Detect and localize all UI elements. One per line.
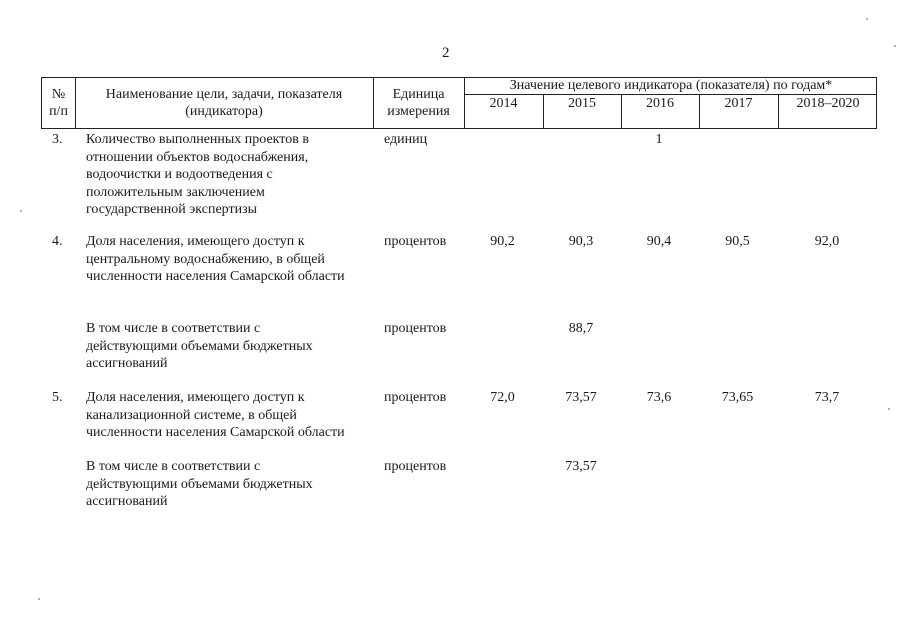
row-value: 90,2 (490, 234, 515, 249)
header-year: 2014 (489, 96, 518, 111)
header-num (42, 86, 75, 120)
row-name-line: центральному водоснабжению, в общей (86, 251, 325, 267)
row-name-line: В том числе в соответствии с (86, 459, 261, 474)
header-unit-line2: измерения (387, 104, 450, 119)
row-value: 72,0 (490, 390, 515, 405)
header-unit (373, 86, 464, 120)
row-value: 90,5 (725, 234, 750, 249)
row-name (86, 458, 386, 511)
header-year: 2018–2020 (796, 96, 860, 111)
row-name-line: действующими объемами бюджетных (86, 476, 313, 492)
row-value: 73,57 (565, 459, 597, 474)
scan-speck (888, 408, 890, 410)
header-year: 2017 (724, 96, 753, 111)
scan-speck (894, 45, 896, 47)
header-values-title: Значение целевого индикатора (показателя) по годам* (509, 78, 833, 93)
row-name-line: канализационной системе, в общей (86, 407, 297, 423)
row-name (86, 233, 386, 286)
header-name-line1: Наименование цели, задачи, показателя (105, 87, 343, 102)
header-year: 2016 (646, 96, 674, 111)
row-value: 90,4 (646, 234, 672, 249)
header-name-line2: (индикатора) (185, 104, 263, 119)
row-value: 1 (655, 132, 663, 147)
row-name-line: Количество выполненных проектов в (86, 132, 309, 147)
row-unit: процентов (384, 390, 447, 405)
row-name-line: водоочистки и водоотведения с (86, 167, 273, 182)
scan-speck (20, 210, 22, 212)
row-name-line: численности населения Самарской области (86, 425, 345, 440)
header-num-line1: № (51, 87, 66, 102)
row-value: 73,6 (646, 390, 672, 405)
row-number: 5. (52, 390, 63, 405)
page-number: 2 (442, 45, 450, 61)
row-name-line: действующими объемами бюджетных (86, 338, 313, 354)
table-header (41, 77, 877, 129)
header-unit-line1: Единица (392, 87, 445, 102)
row-name-line: ассигнований (86, 494, 168, 509)
header-num-line2: п/п (49, 104, 68, 119)
row-name-line: В том числе в соответствии с (86, 321, 261, 336)
row-number: 4. (52, 234, 63, 249)
row-unit: процентов (384, 321, 447, 336)
row-value: 73,65 (721, 390, 754, 405)
row-value: 92,0 (814, 234, 840, 249)
header-year: 2015 (568, 96, 596, 111)
row-value: 90,3 (568, 234, 594, 249)
row-unit: единиц (384, 132, 428, 147)
row-unit: процентов (384, 234, 447, 249)
row-name (86, 320, 386, 373)
row-name-line: отношении объектов водоснабжения, (86, 149, 309, 165)
row-name-line: Доля населения, имеющего доступ к (86, 234, 305, 249)
row-value: 73,57 (565, 390, 597, 405)
row-name-line: государственной экспертизы (86, 202, 258, 217)
row-value: 73,7 (814, 390, 840, 405)
row-number: 3. (52, 132, 63, 147)
row-name-line: положительным заключением (86, 184, 265, 200)
row-name-line: численности населения Самарской области (86, 269, 345, 284)
row-unit: процентов (384, 459, 447, 474)
row-name-line: ассигнований (86, 356, 168, 371)
row-name-line: Доля населения, имеющего доступ к (86, 390, 305, 405)
header-name (75, 86, 373, 120)
scan-speck (866, 18, 868, 20)
row-name (86, 131, 386, 219)
scan-speck (38, 598, 40, 600)
row-value: 88,7 (568, 321, 594, 336)
row-name (86, 389, 386, 442)
